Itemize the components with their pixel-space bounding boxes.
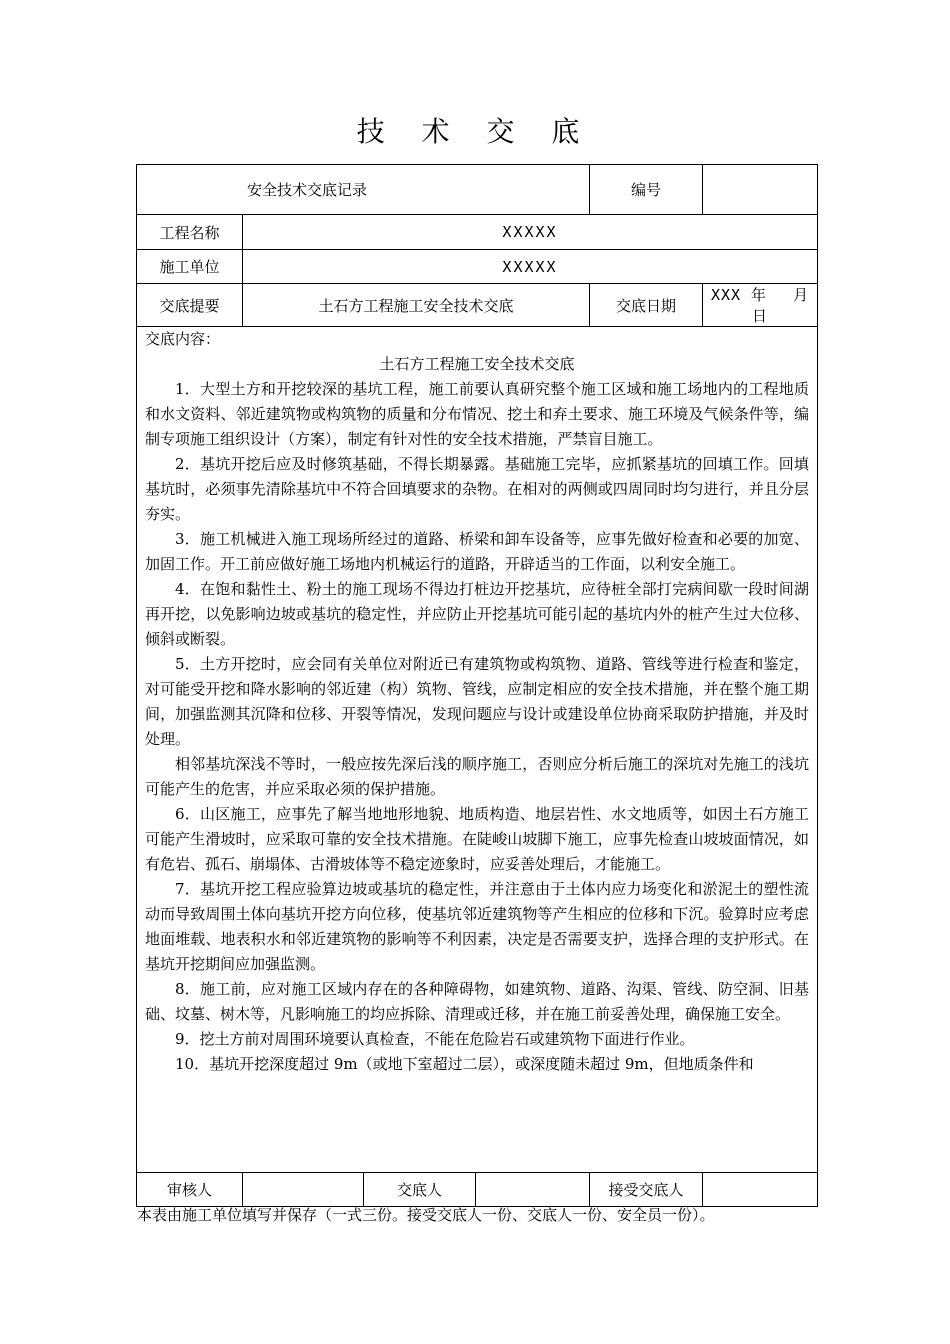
content-title: 土石方工程施工安全技术交底 [379,355,575,373]
number-value[interactable] [703,165,818,215]
project-name-value[interactable]: XXXXX [243,215,818,250]
paragraph: 4．在饱和黏性土、粉土的施工现场不得边打桩边开挖基坑，应待桩全部打完病间歇一段时间湖再开挖，以免影响边坡或基坑的稳定性，并应防止开挖基坑可能引起的基坑内外的桩产生过大位移、倾斜或断裂。 [145,580,810,648]
summary-label: 交底提要 [137,284,243,327]
receiver-label: 接受交底人 [590,1173,703,1207]
discloser-value[interactable] [476,1173,590,1207]
paragraph: 1．大型土方和开挖较深的基坑工程，施工前要认真研究整个施工区域和施工场地内的工程地质和水文资料、邻近建筑物或构筑物的质量和分布情况、挖土和弃土要求、施工环境及气候条件等，编制专项施工组织设计（方案），制定有针对性的安全技术措施，严禁盲目施工。 [145,380,810,448]
content-label: 交底内容： [145,330,221,348]
construction-unit-value[interactable]: XXXXX [243,250,818,284]
reviewer-value[interactable] [243,1173,364,1207]
paragraph: 8．施工前，应对施工区域内存在的各种障碍物，如建筑物、道路、沟渠、管线、防空洞、旧基础、坟墓、树木等，凡影响施工的均应拆除、清理或迁移，并在施工前妥善处理，确保施工安全。 [145,980,810,1023]
paragraph: 9．挖土方前对周围环境要认真检查，不能在危险岩石或建筑物下面进行作业。 [175,1030,695,1048]
construction-unit-label: 施工单位 [137,250,243,284]
paragraph: 2．基坑开挖后应及时修筑基础，不得长期暴露。基础施工完毕，应抓紧基坑的回填工作。回填基坑时，必须事先清除基坑中不符合回填要求的杂物。在相对的两侧或四周同时均匀进行，并且分层夯实。 [145,455,810,523]
paragraph: 相邻基坑深浅不等时，一般应按先深后浅的顺序施工，否则应分析后施工的深坑对先施工的浅坑可能产生的危害，并应采取必须的保护措施。 [145,755,810,798]
page-title: 技 术 交 底 [356,115,594,148]
date-value[interactable]: XXX 年 月 日 [703,284,818,327]
record-title: 安全技术交底记录 [137,165,590,215]
paragraph: 6．山区施工，应事先了解当地地形地貌、地质构造、地层岩性、水文地质等，如因土石方施工可能产生滑坡时，应采取可靠的安全技术措施。在陡峻山坡脚下施工，应事先检查山坡坡面情况，如有危岩、孤石、崩塌体、古滑坡体等不稳定迹象时，应妥善处理后，才能施工。 [145,805,810,873]
paragraph: 7．基坑开挖工程应验算边坡或基坑的稳定性，并注意由于土体内应力场变化和淤泥土的塑性流动而导致周围土体向基坑开挖方向位移，使基坑邻近建筑物等产生相应的位移和下沉。验算时应考虑地面堆载、地表积水和邻近建筑物的影响等不利因素，决定是否需要支护，选择合理的支护形式。在基坑开挖期间应加强监测。 [145,880,810,973]
date-label: 交底日期 [590,284,703,327]
reviewer-label: 审核人 [137,1173,243,1207]
number-label: 编号 [590,165,703,215]
footnote: 本表由施工单位填写并保存（一式三份。接受交底人一份、交底人一份、安全员一份）。 [137,1206,715,1224]
content-body [137,327,817,1172]
discloser-label: 交底人 [364,1173,476,1207]
receiver-value[interactable] [703,1173,818,1207]
paragraph: 10．基坑开挖深度超过 9m（或地下室超过二层），或深度随未超过 9m，但地质条件和 [175,1055,754,1073]
safety-disclosure-form [136,164,836,1207]
project-name-label: 工程名称 [137,215,243,250]
paragraph: 5．土方开挖时，应会同有关单位对附近已有建筑物或构筑物、道路、管线等进行检查和鉴定，对可能受开挖和降水影响的邻近建（构）筑物、管线，应制定相应的安全技术措施，并在整个施工期间，加强监测其沉降和位移、开裂等情况，发现问题应与设计或建设单位协商采取防护措施，并及时处理。 [145,655,810,748]
content-cell [137,327,818,1173]
summary-value[interactable]: 土石方工程施工安全技术交底 [243,284,590,327]
paragraph: 3．施工机械进入施工现场所经过的道路、桥梁和卸车设备等，应事先做好检查和必要的加宽、加固工作。开工前应做好施工场地内机械运行的道路，开辟适当的工作面，以利安全施工。 [145,530,810,573]
